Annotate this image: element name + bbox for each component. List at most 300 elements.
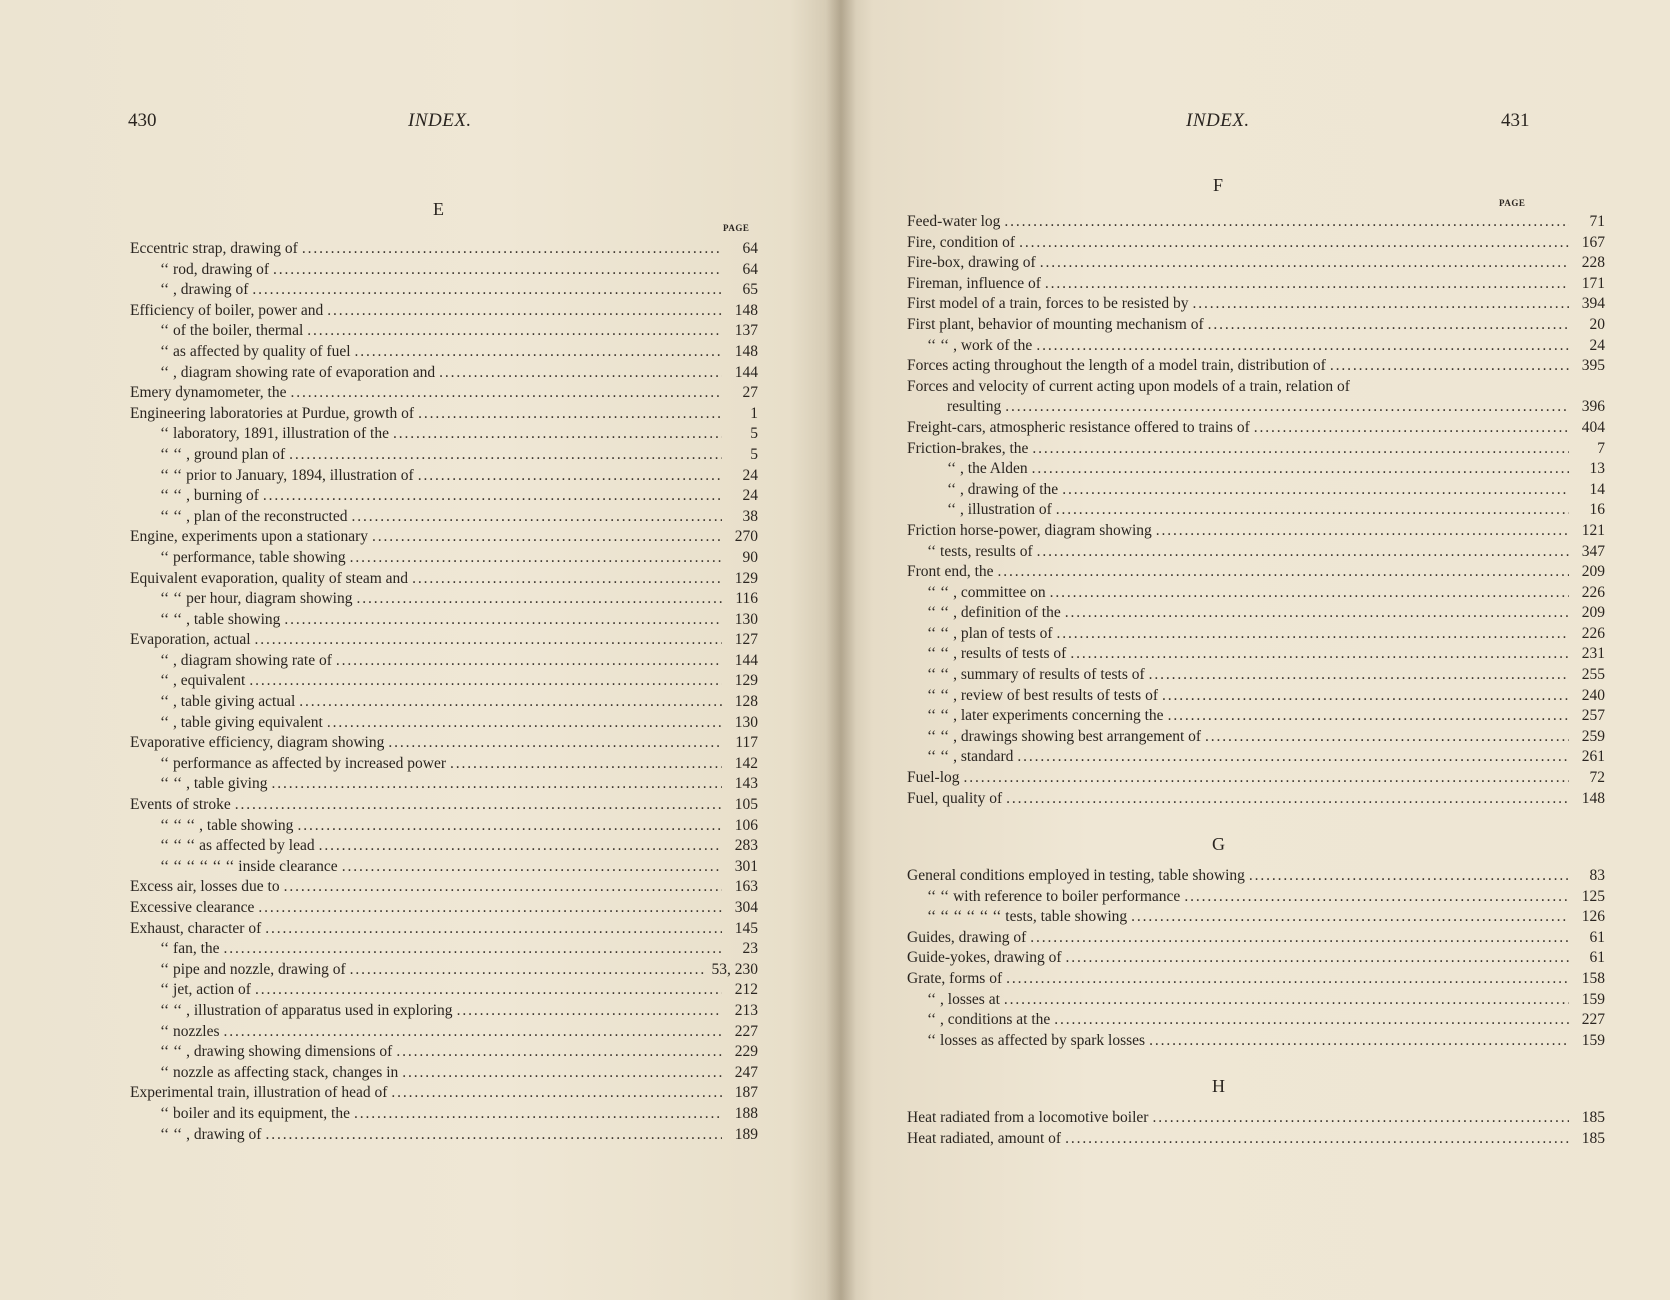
- entry-page-number: 61: [1589, 949, 1605, 967]
- index-entry: [130, 507, 758, 528]
- leader-dots: [252, 280, 722, 301]
- entry-page-number: 247: [734, 1063, 758, 1081]
- entry-text: ‘‘ boiler and its equipment, the: [160, 1104, 350, 1122]
- entry-text: ‘‘ ‘‘ , plan of tests of: [927, 624, 1053, 642]
- index-entry: [907, 562, 1605, 583]
- index-entry: [130, 383, 758, 404]
- entry-text: ‘‘ ‘‘ , drawing showing dimensions of: [160, 1043, 393, 1061]
- leader-dots: [418, 466, 722, 487]
- entry-text: Friction-brakes, the: [907, 439, 1029, 457]
- leader-dots: [1006, 789, 1569, 810]
- entry-text: Engine, experiments upon a stationary: [130, 528, 369, 546]
- entry-text: ‘‘ , the Alden: [947, 460, 1028, 478]
- entry-text: ‘‘ ‘‘ , summary of results of tests of: [927, 666, 1145, 684]
- entry-text: ‘‘ ‘‘ , later experiments concerning the: [927, 707, 1164, 725]
- entry-page-number: 347: [1581, 542, 1605, 560]
- leader-dots: [1205, 727, 1569, 748]
- index-entry: [130, 260, 758, 281]
- leader-dots: [302, 239, 722, 260]
- leader-dots: [273, 260, 722, 281]
- leader-dots: [327, 713, 722, 734]
- entry-page-number: 144: [734, 363, 758, 381]
- leader-dots: [271, 774, 722, 795]
- index-entry: [907, 603, 1605, 624]
- entry-page-number: 65: [742, 281, 758, 299]
- leader-dots: [1006, 969, 1569, 990]
- section-letter-e: E: [433, 199, 444, 219]
- index-entry: [130, 1125, 758, 1146]
- index-entry: [907, 768, 1605, 789]
- index-entry: [907, 315, 1605, 336]
- leader-dots: [255, 630, 722, 651]
- entry-text: ‘‘ nozzles: [160, 1022, 220, 1040]
- entry-text: ‘‘ jet, action of: [160, 981, 251, 999]
- entry-text: Equivalent evaporation, quality of steam and: [130, 569, 409, 587]
- entry-text: ‘‘ ‘‘ ‘‘ ‘‘ ‘‘ ‘‘ tests, table showing: [927, 908, 1128, 926]
- entry-page-number: 144: [734, 651, 758, 669]
- entry-page-number: 158: [1581, 969, 1605, 987]
- entry-page-number: 261: [1581, 748, 1605, 766]
- index-entry: [130, 713, 758, 734]
- entry-text: ‘‘ ‘‘ , table giving: [160, 775, 268, 793]
- index-entry: [130, 939, 758, 960]
- leader-dots: [1184, 887, 1569, 908]
- leader-dots: [1254, 418, 1569, 439]
- entry-page-number: 23: [742, 940, 758, 958]
- entry-text: Heat radiated from a locomotive boiler: [907, 1109, 1149, 1126]
- entry-page-number: 116: [735, 590, 758, 608]
- entry-page-number: 209: [1581, 563, 1605, 581]
- leader-dots: [1193, 294, 1569, 315]
- leader-dots: [1249, 866, 1569, 887]
- index-entry: [130, 795, 758, 816]
- index-entry: [907, 624, 1605, 645]
- entry-text: ‘‘ ‘‘ , plan of the reconstructed: [160, 507, 348, 525]
- entry-page-number: 5: [750, 425, 758, 443]
- entry-text: ‘‘ pipe and nozzle, drawing of: [160, 960, 346, 978]
- entry-text: Freight-cars, atmospheric resistance offered to trains of: [907, 418, 1250, 436]
- entry-text: Forces and velocity of current acting upon models of a train, relation of: [907, 377, 1350, 395]
- index-entry: [907, 500, 1605, 521]
- entry-page-number: 145: [734, 919, 758, 937]
- entry-page-number: 72: [1589, 769, 1605, 787]
- index-entry: [130, 569, 758, 590]
- index-entry: [907, 727, 1605, 748]
- entry-text: General conditions employed in testing, table showing: [907, 867, 1245, 884]
- index-entry: [907, 480, 1605, 501]
- leader-dots: [297, 816, 722, 837]
- entry-text: Heat radiated, amount of: [907, 1129, 1062, 1147]
- entry-text: ‘‘ ‘‘ , illustration of apparatus used in exploring: [160, 1001, 453, 1019]
- index-entry: [907, 274, 1605, 295]
- leader-dots: [964, 768, 1569, 789]
- entry-text: ‘‘ , conditions at the: [927, 1011, 1051, 1029]
- entry-text: ‘‘ , illustration of: [947, 501, 1052, 519]
- index-entry: [130, 1083, 758, 1104]
- entry-text: ‘‘ fan, the: [160, 940, 220, 958]
- entry-text: resulting: [947, 398, 1002, 416]
- index-entry: [130, 486, 758, 507]
- entry-page-number: 129: [734, 672, 758, 690]
- index-entry: [907, 418, 1605, 439]
- leader-dots: [1065, 1129, 1569, 1150]
- leader-dots: [235, 795, 722, 816]
- entry-text: ‘‘ ‘‘ , drawing of: [160, 1125, 262, 1143]
- entry-text: Excessive clearance: [130, 899, 255, 916]
- entry-page-number: 142: [734, 754, 758, 772]
- index-entry: [907, 665, 1605, 686]
- entry-page-number: 127: [734, 631, 758, 649]
- index-entry: [907, 542, 1605, 563]
- entry-text: Exhaust, character of: [130, 919, 262, 937]
- index-entry: [130, 527, 758, 548]
- entry-page-number: 117: [735, 734, 758, 752]
- leader-dots: [391, 1083, 722, 1104]
- entry-page-number: 121: [1581, 521, 1605, 539]
- leader-dots: [1168, 706, 1569, 727]
- entry-page-number: 90: [742, 548, 758, 566]
- page-column-heading: PAGE: [1499, 198, 1526, 208]
- section-letter-f: F: [1213, 175, 1224, 195]
- page-number: 430: [128, 110, 157, 131]
- entry-page-number: 231: [1581, 645, 1605, 663]
- entry-page-number: 24: [1589, 336, 1605, 354]
- index-entry: [907, 439, 1605, 460]
- leader-dots: [1054, 1010, 1569, 1031]
- index-entry: [907, 948, 1605, 969]
- leader-dots: [1149, 1031, 1569, 1052]
- leader-dots: [263, 486, 722, 507]
- entry-page-number: 27: [742, 384, 758, 402]
- index-entry: [130, 960, 758, 981]
- entry-page-number: 130: [734, 713, 758, 731]
- entry-text: Efficiency of boiler, power and: [130, 301, 324, 319]
- index-entry: [907, 521, 1605, 542]
- leader-dots: [284, 610, 722, 631]
- index-entry: [130, 877, 758, 898]
- entry-text: ‘‘ , diagram showing rate of evaporation and: [160, 363, 436, 381]
- index-entry: [130, 280, 758, 301]
- index-entry: [130, 1022, 758, 1043]
- leader-dots: [1032, 459, 1569, 480]
- entry-page-number: 212: [734, 981, 758, 999]
- entry-page-number: 7: [1597, 439, 1605, 457]
- leader-dots: [258, 898, 722, 919]
- index-entry: [130, 630, 758, 651]
- entry-page-number: 16: [1589, 501, 1605, 519]
- leader-dots: [1057, 624, 1569, 645]
- entry-page-number: 257: [1581, 707, 1605, 725]
- index-entry: [907, 969, 1605, 990]
- leader-dots: [1004, 212, 1569, 233]
- entry-page-number: 188: [734, 1104, 758, 1122]
- leader-dots: [412, 569, 722, 590]
- entry-page-number: 13: [1589, 460, 1605, 478]
- book-gutter: [826, 0, 856, 1300]
- index-entry: [907, 1108, 1605, 1129]
- index-entries-e: [130, 239, 758, 1145]
- index-entry: [907, 686, 1605, 707]
- section-letter-h: H: [1212, 1076, 1225, 1096]
- index-entry: [130, 363, 758, 384]
- entry-text: ‘‘ ‘‘ , ground plan of: [160, 445, 286, 463]
- entry-page-number: 167: [1581, 233, 1605, 251]
- index-entry: [130, 1042, 758, 1063]
- leader-dots: [439, 363, 722, 384]
- entry-page-number: 148: [1581, 789, 1605, 807]
- index-entry: [130, 754, 758, 775]
- index-entry: [130, 342, 758, 363]
- index-entry: [130, 445, 758, 466]
- leader-dots: [1070, 644, 1569, 665]
- entry-text: Emery dynamometer, the: [130, 384, 287, 402]
- entry-page-number: 255: [1581, 666, 1605, 684]
- entry-page-number: 143: [734, 775, 758, 793]
- index-entry: [907, 1129, 1605, 1150]
- entry-text: Eccentric strap, drawing of: [130, 240, 298, 257]
- entry-text: Forces acting throughout the length of a model train, distribution of: [907, 357, 1326, 375]
- entry-text: ‘‘ ‘‘ , drawings showing best arrangement of: [927, 727, 1202, 745]
- entry-page-number: 228: [1581, 254, 1605, 272]
- index-entries-h: [907, 1108, 1605, 1149]
- entry-page-number: 24: [742, 466, 758, 484]
- entry-page-number: 129: [734, 569, 758, 587]
- entry-page-number: 189: [734, 1125, 758, 1143]
- leader-dots: [342, 857, 722, 878]
- entry-page-number: 148: [734, 342, 758, 360]
- entry-text: ‘‘ ‘‘ , review of best results of tests of: [927, 686, 1158, 704]
- entry-text: ‘‘ ‘‘ , definition of the: [927, 604, 1061, 622]
- index-entry: [907, 789, 1605, 810]
- entry-text: ‘‘ , diagram showing rate of: [160, 651, 332, 669]
- running-title: INDEX.: [1186, 110, 1250, 131]
- index-entry: [907, 747, 1605, 768]
- index-entry: [130, 671, 758, 692]
- entry-text: First plant, behavior of mounting mechanism of: [907, 315, 1204, 333]
- leader-dots: [327, 301, 722, 322]
- entry-text: Evaporation, actual: [130, 631, 251, 649]
- leader-dots: [402, 1063, 722, 1084]
- entry-page-number: 283: [734, 837, 758, 855]
- leader-dots: [1004, 990, 1569, 1011]
- entry-page-number: 229: [734, 1043, 758, 1061]
- index-entry: [907, 377, 1605, 398]
- index-entry: [907, 907, 1605, 928]
- entry-text: Engineering laboratories at Purdue, growth of: [130, 404, 415, 422]
- index-entry: [907, 866, 1605, 887]
- entry-page-number: 187: [734, 1084, 758, 1102]
- index-entry: [907, 253, 1605, 274]
- index-entry: [907, 336, 1605, 357]
- entry-text: Guides, drawing of: [907, 928, 1027, 946]
- index-entry: [907, 459, 1605, 480]
- entry-text: ‘‘ ‘‘ , table showing: [160, 610, 281, 628]
- entry-page-number: 1: [750, 404, 758, 422]
- index-entry: [907, 990, 1605, 1011]
- index-entry: [130, 898, 758, 919]
- leader-dots: [1032, 439, 1569, 460]
- index-entry: [130, 589, 758, 610]
- entry-page-number: 185: [1581, 1109, 1605, 1126]
- entry-page-number: 259: [1581, 727, 1605, 745]
- index-entry: [130, 424, 758, 445]
- leader-dots: [319, 836, 722, 857]
- index-entry: [130, 733, 758, 754]
- entry-text: ‘‘ laboratory, 1891, illustration of the: [160, 425, 389, 443]
- entry-text: ‘‘ ‘‘ per hour, diagram showing: [160, 590, 353, 608]
- entry-page-number: 130: [734, 610, 758, 628]
- index-entry: [130, 919, 758, 940]
- entry-page-number: 396: [1581, 398, 1605, 416]
- entry-page-number: 128: [734, 693, 758, 711]
- leader-dots: [224, 939, 722, 960]
- leader-dots: [1156, 521, 1569, 542]
- entry-text: Excess air, losses due to: [130, 878, 280, 896]
- entry-text: ‘‘ ‘‘ , results of tests of: [927, 645, 1067, 663]
- entry-text: ‘‘ , table giving equivalent: [160, 713, 323, 731]
- entry-text: ‘‘ nozzle as affecting stack, changes in: [160, 1063, 399, 1081]
- index-entry: [130, 404, 758, 425]
- leader-dots: [350, 548, 722, 569]
- leader-dots: [393, 424, 722, 445]
- leader-dots: [457, 1001, 722, 1022]
- leader-dots: [1208, 315, 1569, 336]
- leader-dots: [1062, 480, 1569, 501]
- entry-page-number: 61: [1589, 928, 1605, 946]
- leader-dots: [418, 404, 722, 425]
- leader-dots: [350, 960, 706, 981]
- entry-page-number: 126: [1581, 908, 1605, 926]
- entry-text: ‘‘ tests, results of: [927, 542, 1033, 560]
- index-entry: [907, 356, 1605, 377]
- index-entries-f: [907, 212, 1605, 809]
- index-entry: [907, 397, 1605, 418]
- index-entry: [907, 212, 1605, 233]
- leader-dots: [388, 733, 722, 754]
- leader-dots: [224, 1022, 722, 1043]
- leader-dots: [372, 527, 722, 548]
- entry-text: ‘‘ , drawing of the: [947, 480, 1059, 498]
- entry-page-number: 213: [734, 1001, 758, 1019]
- entry-text: Experimental train, illustration of head of: [130, 1084, 388, 1102]
- entry-page-number: 137: [734, 322, 758, 340]
- entry-page-number: 159: [1581, 990, 1605, 1008]
- index-entry: [130, 774, 758, 795]
- entry-page-number: 24: [742, 487, 758, 505]
- index-entry: [130, 239, 758, 260]
- entry-page-number: 106: [734, 816, 758, 834]
- leader-dots: [998, 562, 1569, 583]
- entry-text: Fire-box, drawing of: [907, 254, 1036, 272]
- entry-text: Fire, condition of: [907, 233, 1016, 251]
- right-page: [840, 0, 1670, 1300]
- index-entry: [130, 1104, 758, 1125]
- leader-dots: [1066, 948, 1569, 969]
- leader-dots: [1017, 747, 1569, 768]
- leader-dots: [265, 919, 722, 940]
- leader-dots: [1056, 500, 1569, 521]
- leader-dots: [396, 1042, 722, 1063]
- entry-page-number: 226: [1581, 583, 1605, 601]
- entry-page-number: 64: [742, 240, 758, 257]
- leader-dots: [265, 1125, 722, 1146]
- leader-dots: [1065, 603, 1569, 624]
- entry-text: Fuel-log: [907, 769, 960, 787]
- leader-dots: [284, 877, 722, 898]
- entry-text: Events of stroke: [130, 796, 231, 814]
- entry-page-number: 5: [750, 445, 758, 463]
- leader-dots: [352, 507, 723, 528]
- index-entry: [907, 294, 1605, 315]
- index-entry: [130, 836, 758, 857]
- entry-text: ‘‘ ‘‘ with reference to boiler performance: [927, 887, 1181, 905]
- entry-text: Front end, the: [907, 563, 994, 581]
- leader-dots: [1131, 907, 1569, 928]
- leader-dots: [354, 1104, 722, 1125]
- leader-dots: [1330, 356, 1569, 377]
- index-entry: [130, 1001, 758, 1022]
- index-entry: [130, 692, 758, 713]
- leader-dots: [1019, 233, 1569, 254]
- entry-page-number: 71: [1589, 213, 1605, 230]
- leader-dots: [355, 342, 722, 363]
- entry-page-number: 14: [1589, 480, 1605, 498]
- entry-page-number: 301: [734, 857, 758, 875]
- index-entry: [907, 644, 1605, 665]
- leader-dots: [1149, 665, 1569, 686]
- entry-page-number: 125: [1581, 887, 1605, 905]
- leader-dots: [1162, 686, 1569, 707]
- index-entry: [907, 583, 1605, 604]
- entry-text: ‘‘ , table giving actual: [160, 693, 296, 711]
- entry-text: ‘‘ ‘‘ prior to January, 1894, illustration of: [160, 466, 414, 484]
- entry-page-number: 20: [1589, 315, 1605, 333]
- index-entry: [130, 857, 758, 878]
- index-entry: [130, 301, 758, 322]
- page-column-heading: PAGE: [723, 223, 750, 233]
- entry-page-number: 226: [1581, 624, 1605, 642]
- leader-dots: [1030, 928, 1569, 949]
- entry-text: ‘‘ ‘‘ , work of the: [927, 336, 1033, 354]
- entry-page-number: 209: [1581, 604, 1605, 622]
- entry-page-number: 404: [1581, 418, 1605, 436]
- index-entry: [907, 1031, 1605, 1052]
- page-number: 431: [1501, 110, 1530, 131]
- entry-page-number: 240: [1581, 686, 1605, 704]
- entry-page-number: 38: [742, 507, 758, 525]
- leader-dots: [1036, 336, 1569, 357]
- leader-dots: [336, 651, 722, 672]
- entry-text: ‘‘ ‘‘ , burning of: [160, 487, 259, 505]
- entry-text: ‘‘ rod, drawing of: [160, 260, 270, 278]
- leader-dots: [357, 589, 723, 610]
- leader-dots: [255, 980, 722, 1001]
- entry-text: ‘‘ , losses at: [927, 990, 1000, 1008]
- index-entry: [907, 706, 1605, 727]
- index-entry: [907, 233, 1605, 254]
- entry-page-number: 105: [734, 796, 758, 814]
- entry-text: ‘‘ of the boiler, thermal: [160, 322, 304, 340]
- leader-dots: [307, 321, 722, 342]
- entry-page-number: 270: [734, 528, 758, 546]
- index-entry: [130, 816, 758, 837]
- index-entry: [130, 1063, 758, 1084]
- entry-text: ‘‘ losses as affected by spark losses: [927, 1031, 1146, 1049]
- entry-text: ‘‘ performance as affected by increased power: [160, 754, 447, 772]
- entry-page-number: 159: [1581, 1031, 1605, 1049]
- leader-dots: [289, 445, 722, 466]
- entry-text: First model of a train, forces to be resisted by: [907, 295, 1189, 313]
